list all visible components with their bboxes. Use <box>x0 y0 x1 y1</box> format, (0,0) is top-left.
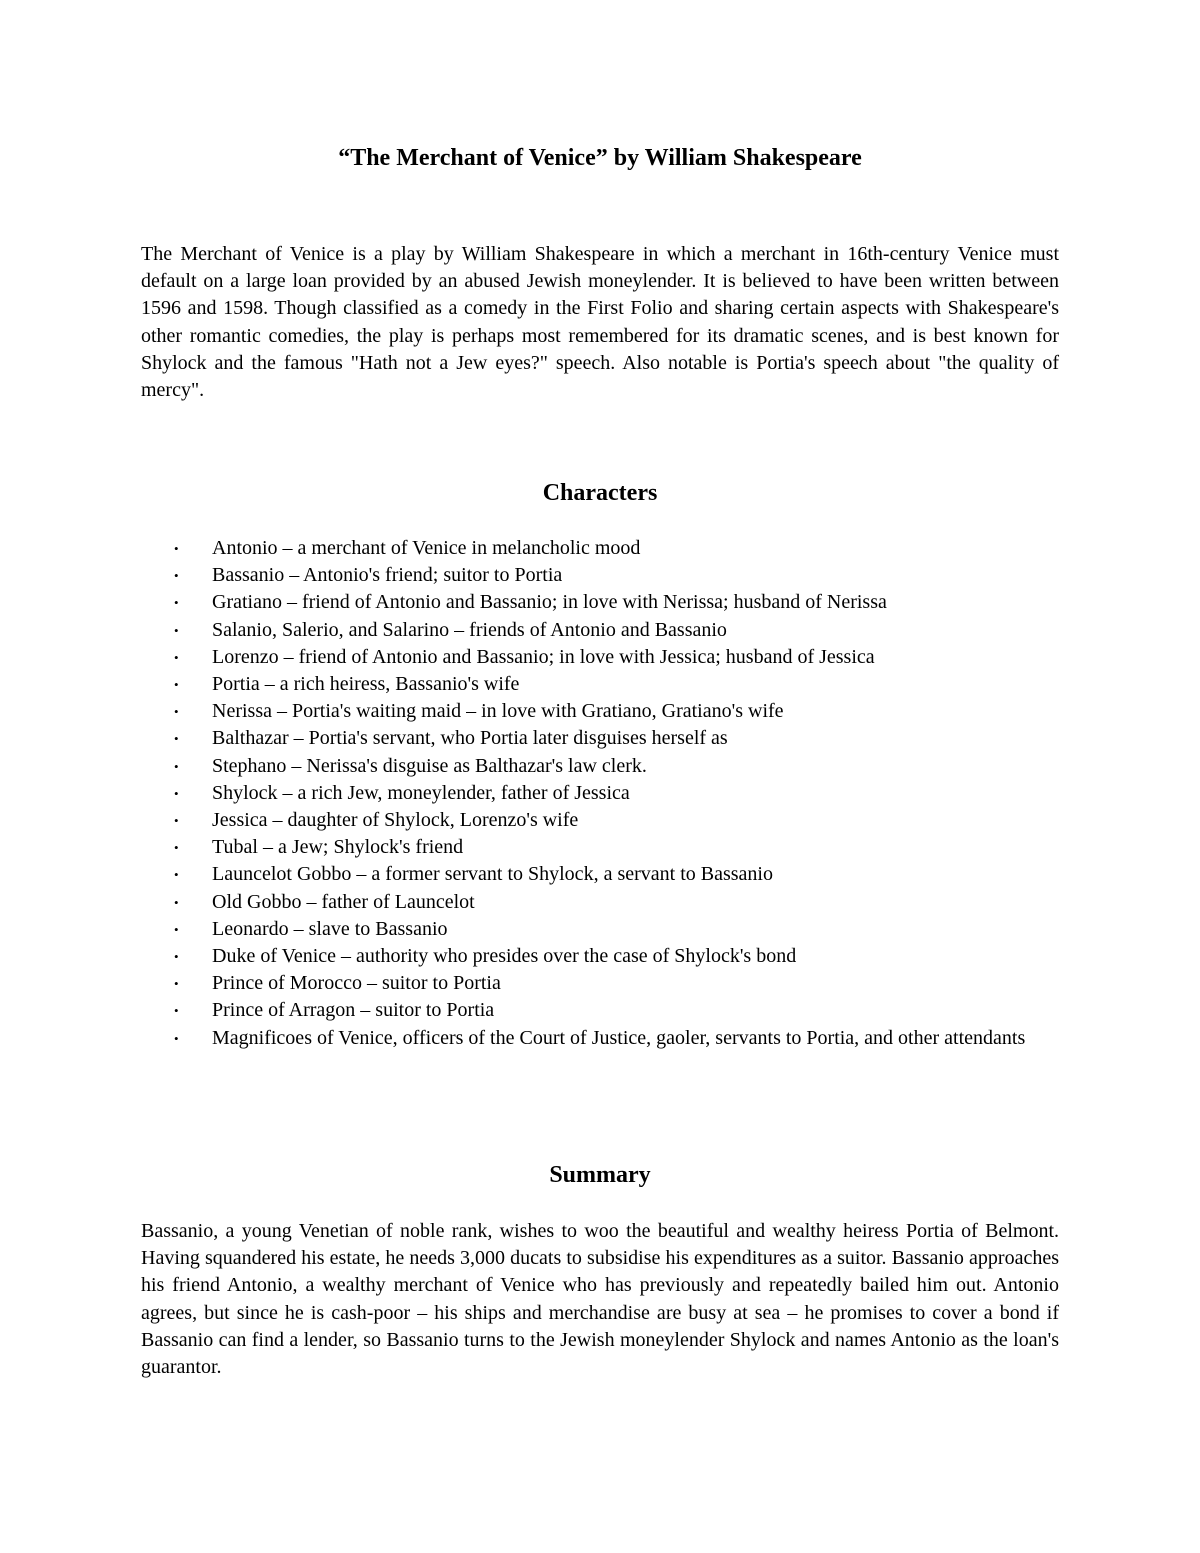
bullet-icon: • <box>174 1030 179 1046</box>
character-text: Launcelot Gobbo – a former servant to Shylock, a servant to Bassanio <box>212 863 773 886</box>
bullet-icon: • <box>174 622 179 638</box>
character-text: Prince of Arragon – suitor to Portia <box>212 999 495 1022</box>
character-item-leonardo <box>141 916 1059 943</box>
character-item-tubal <box>141 834 1059 861</box>
character-text: Shylock – a rich Jew, moneylender, father of Jessica <box>212 781 630 804</box>
bullet-icon: • <box>174 731 179 747</box>
character-text: Balthazar – Portia's servant, who Portia later disguises herself as <box>212 727 728 750</box>
character-text: Duke of Venice – authority who presides over the case of Shylock's bond <box>212 945 797 968</box>
character-text: Jessica – daughter of Shylock, Lorenzo's wife <box>212 809 579 832</box>
bullet-icon: • <box>174 840 179 856</box>
character-item-launcelot-gobbo <box>141 861 1059 888</box>
character-text: Lorenzo – friend of Antonio and Bassanio; in love with Jessica; husband of Jessica <box>212 645 875 668</box>
bullet-icon: • <box>174 785 179 801</box>
character-item-magnificoes <box>141 1025 1059 1052</box>
character-text: Magnificoes of Venice, officers of the Court of Justice, gaoler, servants to Portia, and other attendants <box>212 1026 1026 1049</box>
bullet-icon: • <box>174 1003 179 1019</box>
character-text: Nerissa – Portia's waiting maid – in love with Gratiano, Gratiano's wife <box>212 700 784 723</box>
summary-paragraph: Bassanio, a young Venetian of noble rank, wishes to woo the beautiful and wealthy heiress Portia of Belmont. Having squandered his estate, he needs 3,000 ducats to subsidise his expenditures as a suitor. Bassanio approaches his friend Antonio, a wealthy merchant of Venice who has previously and repeatedly bailed him out. Antonio agrees, but since he is cash-poor – his ships and merchandise are busy at sea – he promises to cover a bond if Bassanio can find a lender, so Bassanio turns to the Jewish moneylender Shylock and names Antonio as the loan's guarantor. <box>141 1220 1059 1379</box>
bullet-icon: • <box>174 758 179 774</box>
character-text: Old Gobbo – father of Launcelot <box>212 890 475 913</box>
bullet-icon: • <box>174 677 179 693</box>
bullet-icon: • <box>174 541 179 556</box>
bullet-icon: • <box>174 867 179 883</box>
character-item-duke-of-venice <box>141 943 1059 970</box>
character-text: Portia – a rich heiress, Bassanio's wife <box>212 673 520 696</box>
document-title: “The Merchant of Venice” by William Shakespeare <box>338 145 862 171</box>
character-item-balthazar <box>141 725 1059 752</box>
bullet-icon: • <box>174 921 179 937</box>
character-item-portia <box>141 671 1059 698</box>
character-text: Salanio, Salerio, and Salarino – friends of Antonio and Bassanio <box>212 618 727 641</box>
character-item-lorenzo <box>141 644 1059 671</box>
summary-heading: Summary <box>549 1162 651 1188</box>
character-item-prince-of-morocco <box>141 970 1059 997</box>
character-item-bassanio <box>141 562 1059 589</box>
character-item-nerissa <box>141 698 1059 725</box>
bullet-icon: • <box>174 813 179 829</box>
character-item-stephano <box>141 753 1059 780</box>
character-item-salanio <box>141 617 1059 644</box>
character-item-prince-of-arragon <box>141 997 1059 1024</box>
character-text: Bassanio – Antonio's friend; suitor to Portia <box>212 564 563 587</box>
character-item-gratiano <box>141 589 1059 616</box>
bullet-icon: • <box>174 949 179 965</box>
character-text: Gratiano – friend of Antonio and Bassanio; in love with Nerissa; husband of Nerissa <box>212 591 887 614</box>
character-text: Prince of Morocco – suitor to Portia <box>212 972 501 995</box>
intro-paragraph: The Merchant of Venice is a play by William Shakespeare in which a merchant in 16th-century Venice must default on a large loan provided by an abused Jewish moneylender. It is believed to have been written between 1596 and 1598. Though classified as a comedy in the First Folio and sharing certain aspects with Shakespeare's other romantic comedies, the play is perhaps most remembered for its dramatic scenes, and is best known for Shylock and the famous "Hath not a Jew eyes?" speech. Also notable is Portia's speech about "the quality of mercy". <box>141 243 1059 402</box>
character-text: Stephano – Nerissa's disguise as Balthazar's law clerk. <box>212 754 647 777</box>
character-item-shylock <box>141 780 1059 807</box>
character-item-jessica <box>141 807 1059 834</box>
bullet-icon: • <box>174 568 179 584</box>
characters-heading: Characters <box>542 480 658 506</box>
characters-list <box>141 535 1059 1052</box>
character-item-old-gobbo <box>141 889 1059 916</box>
character-text: Antonio – a merchant of Venice in melancholic mood <box>212 537 641 559</box>
bullet-icon: • <box>174 894 179 910</box>
bullet-icon: • <box>174 704 179 720</box>
character-text: Leonardo – slave to Bassanio <box>212 917 448 940</box>
bullet-icon: • <box>174 649 179 665</box>
character-item-antonio <box>141 535 1059 562</box>
bullet-icon: • <box>174 976 179 992</box>
character-text: Tubal – a Jew; Shylock's friend <box>212 836 464 859</box>
bullet-icon: • <box>174 595 179 611</box>
